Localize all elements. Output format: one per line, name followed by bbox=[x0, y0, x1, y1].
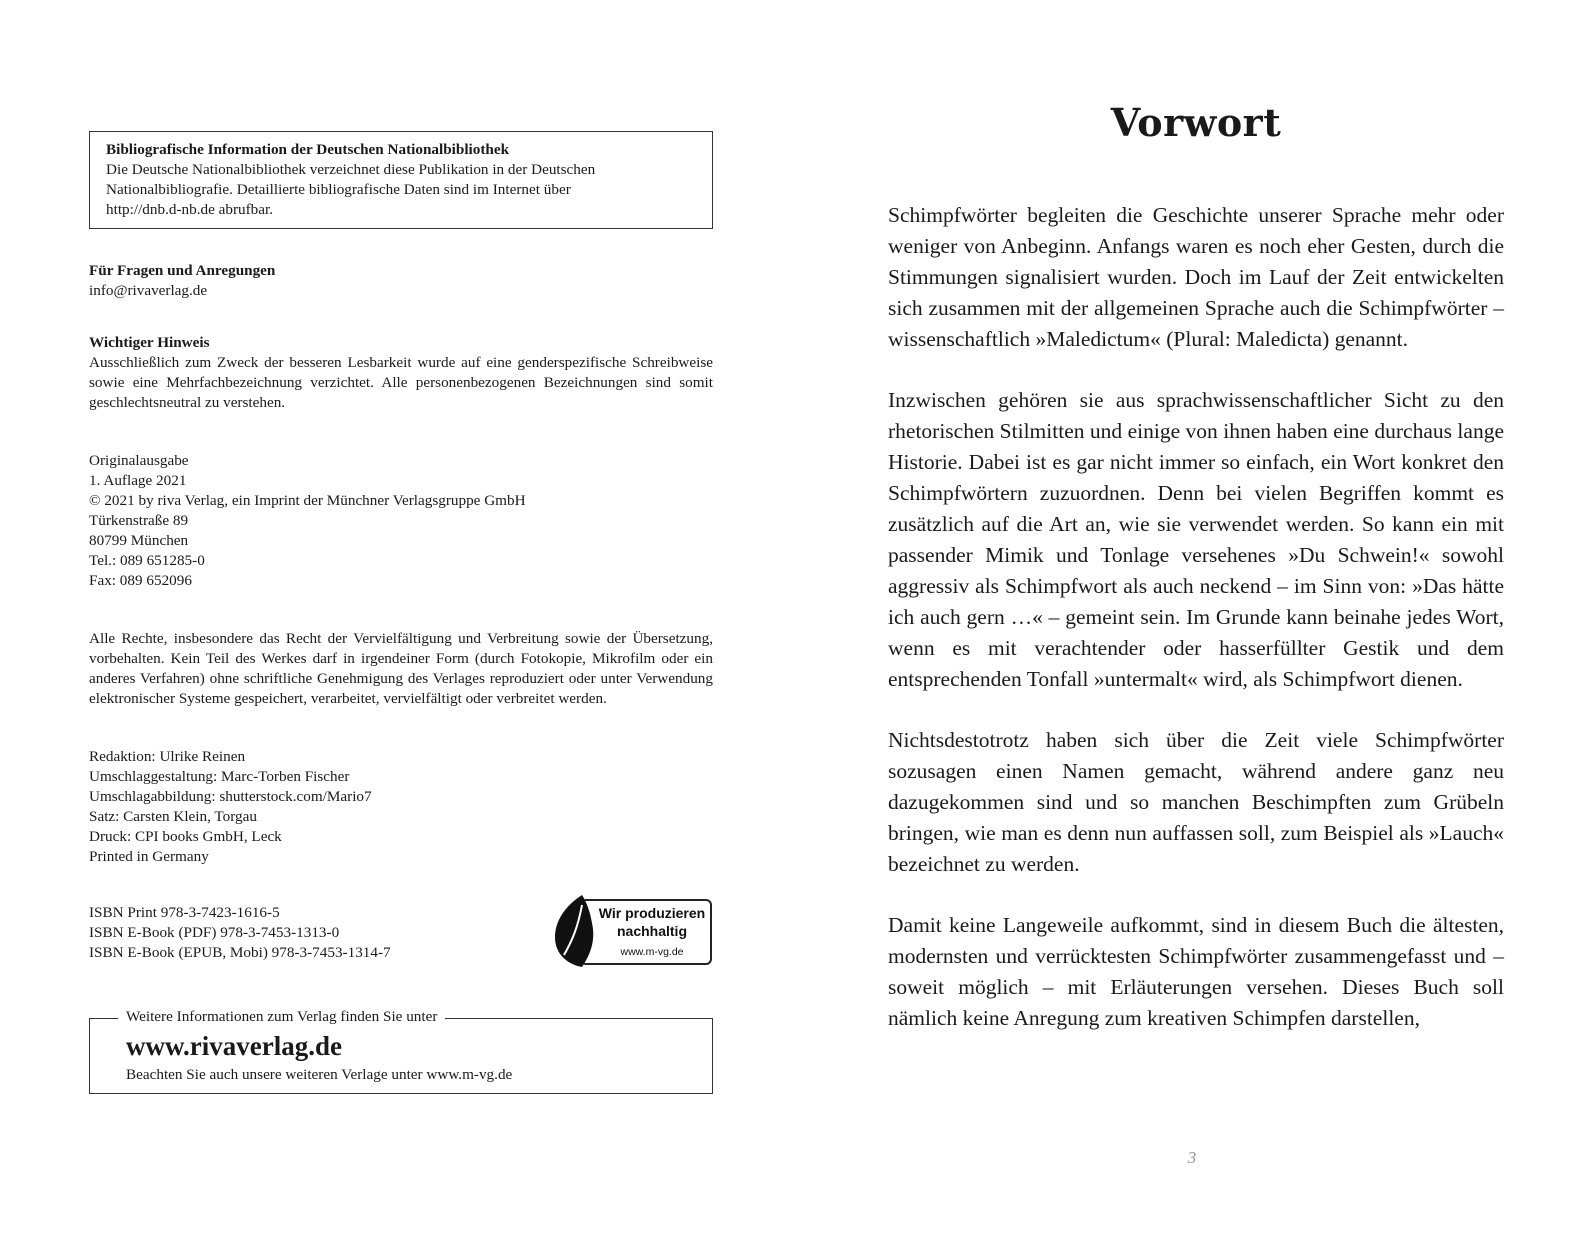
credit-line: Satz: Carsten Klein, Torgau bbox=[89, 808, 257, 825]
contact-section bbox=[89, 261, 713, 301]
edition-line: 1. Auflage 2021 bbox=[89, 472, 187, 489]
chapter-heading: Vorwort bbox=[1110, 100, 1282, 145]
credits-section bbox=[89, 747, 713, 867]
bib-line: http://dnb.d-nb.de abrufbar. bbox=[106, 201, 274, 218]
edition-line: Fax: 089 652096 bbox=[89, 572, 192, 589]
badge-url[interactable]: www.m-vg.de bbox=[620, 946, 684, 958]
bib-line: Die Deutsche Nationalbibliothek verzeichnet diese Publikation in der Deutschen bbox=[106, 161, 596, 178]
edition-line: Tel.: 089 651285-0 bbox=[89, 552, 205, 569]
sustainability-badge bbox=[552, 893, 712, 965]
publisher-web-box bbox=[89, 1008, 713, 1094]
isbn-list bbox=[89, 903, 391, 963]
bib-title: Bibliografische Information der Deutschen Nationalbibliothek bbox=[106, 141, 510, 158]
credit-line: Redaktion: Ulrike Reinen bbox=[89, 748, 246, 765]
web-more: Beachten Sie auch unsere weiteren Verlage unter www.m-vg.de bbox=[126, 1066, 513, 1083]
edition-section bbox=[89, 451, 713, 591]
publisher-url[interactable]: www.rivaverlag.de bbox=[126, 1031, 342, 1061]
contact-email[interactable]: info@rivaverlag.de bbox=[89, 282, 208, 299]
web-intro: Weitere Informationen zum Verlag finden Sie unter bbox=[118, 1007, 445, 1027]
isbn-line: ISBN E-Book (PDF) 978-3-7453-1313-0 bbox=[89, 924, 340, 941]
imprint-page bbox=[89, 131, 713, 997]
credit-line: Umschlaggestaltung: Marc-Torben Fischer bbox=[89, 768, 350, 785]
rights-text: Alle Rechte, insbesondere das Recht der Vervielfältigung und Verbreitung sowie der Übersetzung, vorbehalten. Kein Teil des Werkes darf in irgendeiner Form (durch Fotokopie, Mikrofilm oder ein anderes Verfahren) ohne schriftliche Genehmigung des Verlages reproduziert oder unter Verwendung elektronischer Systeme gespeichert, verarbeitet, vervielfältigt oder verbreitet werden. bbox=[89, 630, 713, 707]
badge-line2: nachhaltig bbox=[616, 923, 687, 939]
foreword-paragraph: Schimpfwörter begleiten die Geschichte unserer Sprache mehr oder weniger von Anbeginn. Anfangs waren es noch eher Gesten, durch die Stimmungen signalisiert wurden. Doch im Lauf der Zeit entwickelten sich zusammen mit der allgemeinen Sprache auch die Schimpfwörter – wissenschaftlich »Maledictum« (Plural: Maledicta) genannt. bbox=[888, 203, 1504, 351]
credit-line: Umschlagabbildung: shutterstock.com/Mario7 bbox=[89, 788, 372, 805]
bib-line: Nationalbibliografie. Detaillierte bibliografische Daten sind im Internet über bbox=[106, 181, 571, 198]
edition-line: Türkenstraße 89 bbox=[89, 512, 189, 529]
isbn-line: ISBN E-Book (EPUB, Mobi) 978-3-7453-1314-7 bbox=[89, 944, 391, 961]
edition-line: Originalausgabe bbox=[89, 452, 189, 469]
notice-title: Wichtiger Hinweis bbox=[89, 334, 210, 351]
isbn-section bbox=[89, 899, 713, 997]
foreword-paragraph: Inzwischen gehören sie aus sprachwissenschaftlicher Sicht zu den rhetorischen Stilmitten und einige von ihnen haben eine durchaus lange Historie. Dabei ist es gar nicht immer so einfach, ein Wort konkret den Schimpfwörtern zuzuordnen. Denn bei vielen Begriffen kommt es zusätzlich auf die Art an, wie sie verwendet werden. So kann ein mit passender Mimik und Tonlage versehenes »Du Schwein!« sowohl aggressiv als Schimpfwort als auch neckend – im Sinn von: »Das hätte ich auch gern …« – gemeint sein. Im Grunde kann beinahe jedes Wort, wenn es mit verachtender oder hasserfüllter Gestik und dem entsprechenden Tonfall »untermalt« wird, als Schimpfwort dienen. bbox=[888, 388, 1504, 691]
badge-line1: Wir produzieren bbox=[598, 905, 706, 921]
credit-line: Printed in Germany bbox=[89, 848, 209, 865]
notice-section bbox=[89, 333, 713, 413]
foreword-paragraph: Damit keine Langeweile aufkommt, sind in diesem Buch die ältesten, modernsten und verrücktesten Schimpfwörter zusammengefasst und – soweit möglich – mit Erläuterungen versehen. Dieses Buch soll nämlich keine Anregung zum kreativen Schimpfen darstellen, bbox=[888, 913, 1504, 1030]
credit-line: Druck: CPI books GmbH, Leck bbox=[89, 828, 282, 845]
edition-line: 80799 München bbox=[89, 532, 189, 549]
notice-text: Ausschließlich zum Zweck der besseren Lesbarkeit wurde auf eine genderspezifische Schreibweise sowie eine Mehrfachbezeichnung verzichtet. Alle personenbezogenen Bezeichnungen sind somit geschlechtsneutral zu verstehen. bbox=[89, 354, 713, 411]
rights-section bbox=[89, 629, 713, 709]
page-number: 3 bbox=[1187, 1148, 1197, 1167]
contact-title: Für Fragen und Anregungen bbox=[89, 262, 276, 279]
edition-line: © 2021 by riva Verlag, ein Imprint der Münchner Verlagsgruppe GmbH bbox=[89, 492, 526, 509]
isbn-line: ISBN Print 978-3-7423-1616-5 bbox=[89, 904, 280, 921]
foreword-paragraph: Nichtsdestotrotz haben sich über die Zeit viele Schimpfwörter sozusagen einen Namen gemacht, während andere ganz neu dazugekommen sind und so manchen Beschimpften zum Grübeln bringen, wie man es denn nun auffassen soll, zum Beispiel als »Lauch« bezeichnet zu werden. bbox=[888, 728, 1504, 876]
foreword-page bbox=[888, 96, 1504, 1064]
bibliographic-info-box bbox=[89, 131, 713, 229]
